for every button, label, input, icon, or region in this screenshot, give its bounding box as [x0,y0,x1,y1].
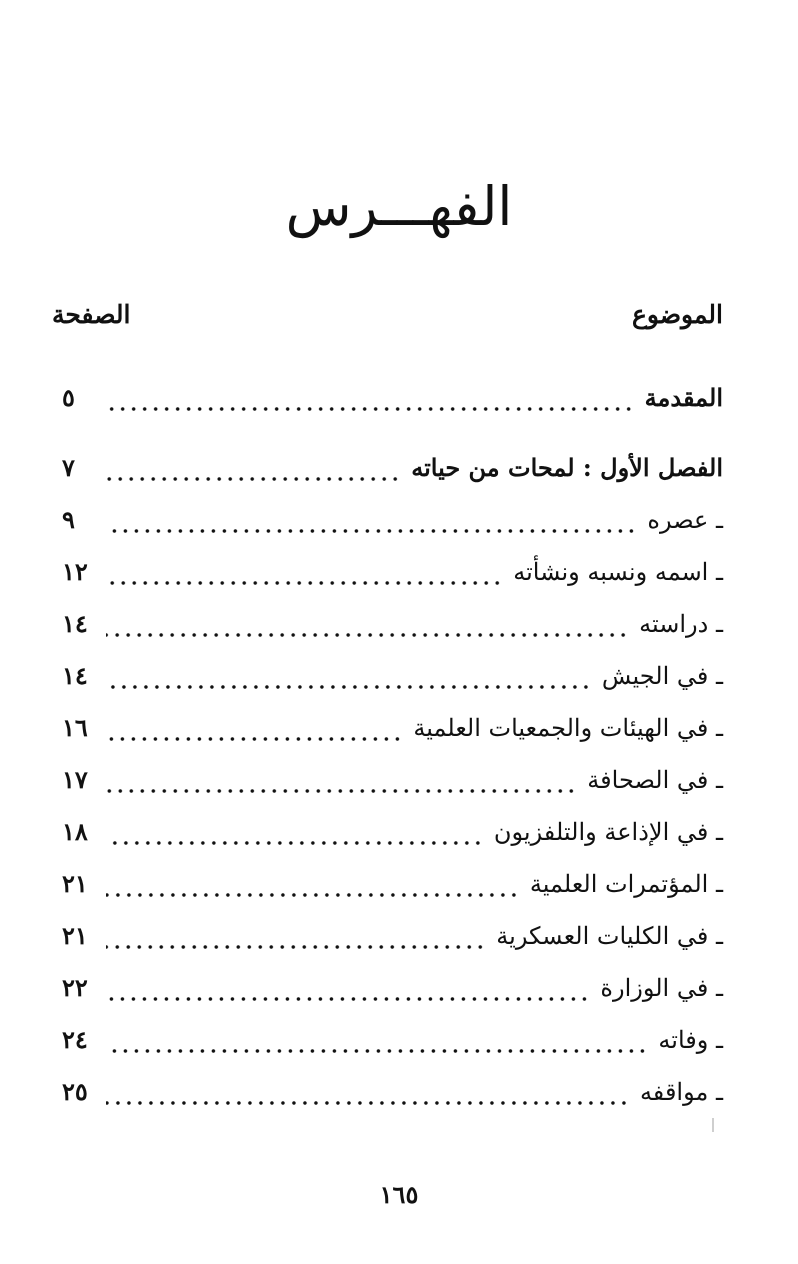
toc-entry [62,968,723,1008]
dot-leader [106,604,631,644]
toc-entry-page: ٥ [62,383,75,412]
page-column-header: الصفحة [52,300,131,329]
dot-leader [106,760,579,800]
toc-entry-title: ـ في الهيئات والجمعيات العلمية [413,714,723,742]
toc-entry-title: ـ عصره [647,506,723,534]
toc-entry-title: المقدمة [644,383,723,412]
toc-entry-page: ٩ [62,505,75,534]
dot-leader [106,1072,632,1112]
toc-entry-title: ـ في الوزارة [600,974,723,1002]
toc-entry-title: ـ في الصحافة [587,766,723,794]
toc-entry-page: ٢٥ [62,1077,88,1106]
toc-entry [62,1020,723,1060]
toc-entry-page: ١٧ [62,765,88,794]
toc-entry-title: ـ المؤتمرات العلمية [529,870,723,898]
toc-entry-title: ـ في الكليات العسكرية [496,922,723,950]
toc-entry-title: ـ في الإذاعة والتلفزيون [493,818,723,846]
page-title: الفهـــرس [285,175,513,238]
dot-leader [106,812,486,852]
toc-entry [62,656,723,696]
toc-entry [62,378,723,418]
toc-entry-title: ـ اسمه ونسبه ونشأته [513,558,723,586]
toc-entry-page: ٢١ [62,921,88,950]
scan-mark [712,1118,714,1132]
toc-entry [62,1072,723,1112]
toc-entry-title: الفصل الأول : لمحات من حياته [411,453,723,482]
toc-entry-page: ١٤ [62,609,88,638]
toc-entry-page: ٢٤ [62,1025,88,1054]
dot-leader [106,656,594,696]
toc-entry [62,812,723,852]
toc-entry [62,916,723,956]
dot-leader [106,552,505,592]
toc-entry [62,552,723,592]
toc-entry-page: ١٢ [62,557,88,586]
topic-column-header: الموضوع [632,300,723,329]
toc-entry-title: ـ في الجيش [601,662,723,690]
dot-leader [106,864,522,904]
page-number: ١٦٥ [379,1180,419,1209]
dot-leader [106,500,639,540]
dot-leader [106,968,592,1008]
toc-entry-title: ـ دراسته [639,610,723,638]
toc-entry-page: ١٦ [62,713,88,742]
dot-leader [106,916,488,956]
toc-entry-page: ٢٢ [62,973,88,1002]
toc-entry-page: ٢١ [62,869,88,898]
toc-entry [62,448,723,488]
dot-leader [106,1020,650,1060]
toc-entry [62,604,723,644]
toc-entry-title: ـ مواقفه [639,1078,723,1106]
toc-entry-title: ـ وفاته [658,1026,723,1054]
dot-leader [106,708,405,748]
toc-entry [62,760,723,800]
toc-entry-page: ٧ [62,453,75,482]
dot-leader [106,448,403,488]
dot-leader [106,378,637,418]
toc-entry [62,864,723,904]
toc-entry-page: ١٨ [62,817,88,846]
toc-entry [62,708,723,748]
toc-entry-page: ١٤ [62,661,88,690]
toc-entry [62,500,723,540]
